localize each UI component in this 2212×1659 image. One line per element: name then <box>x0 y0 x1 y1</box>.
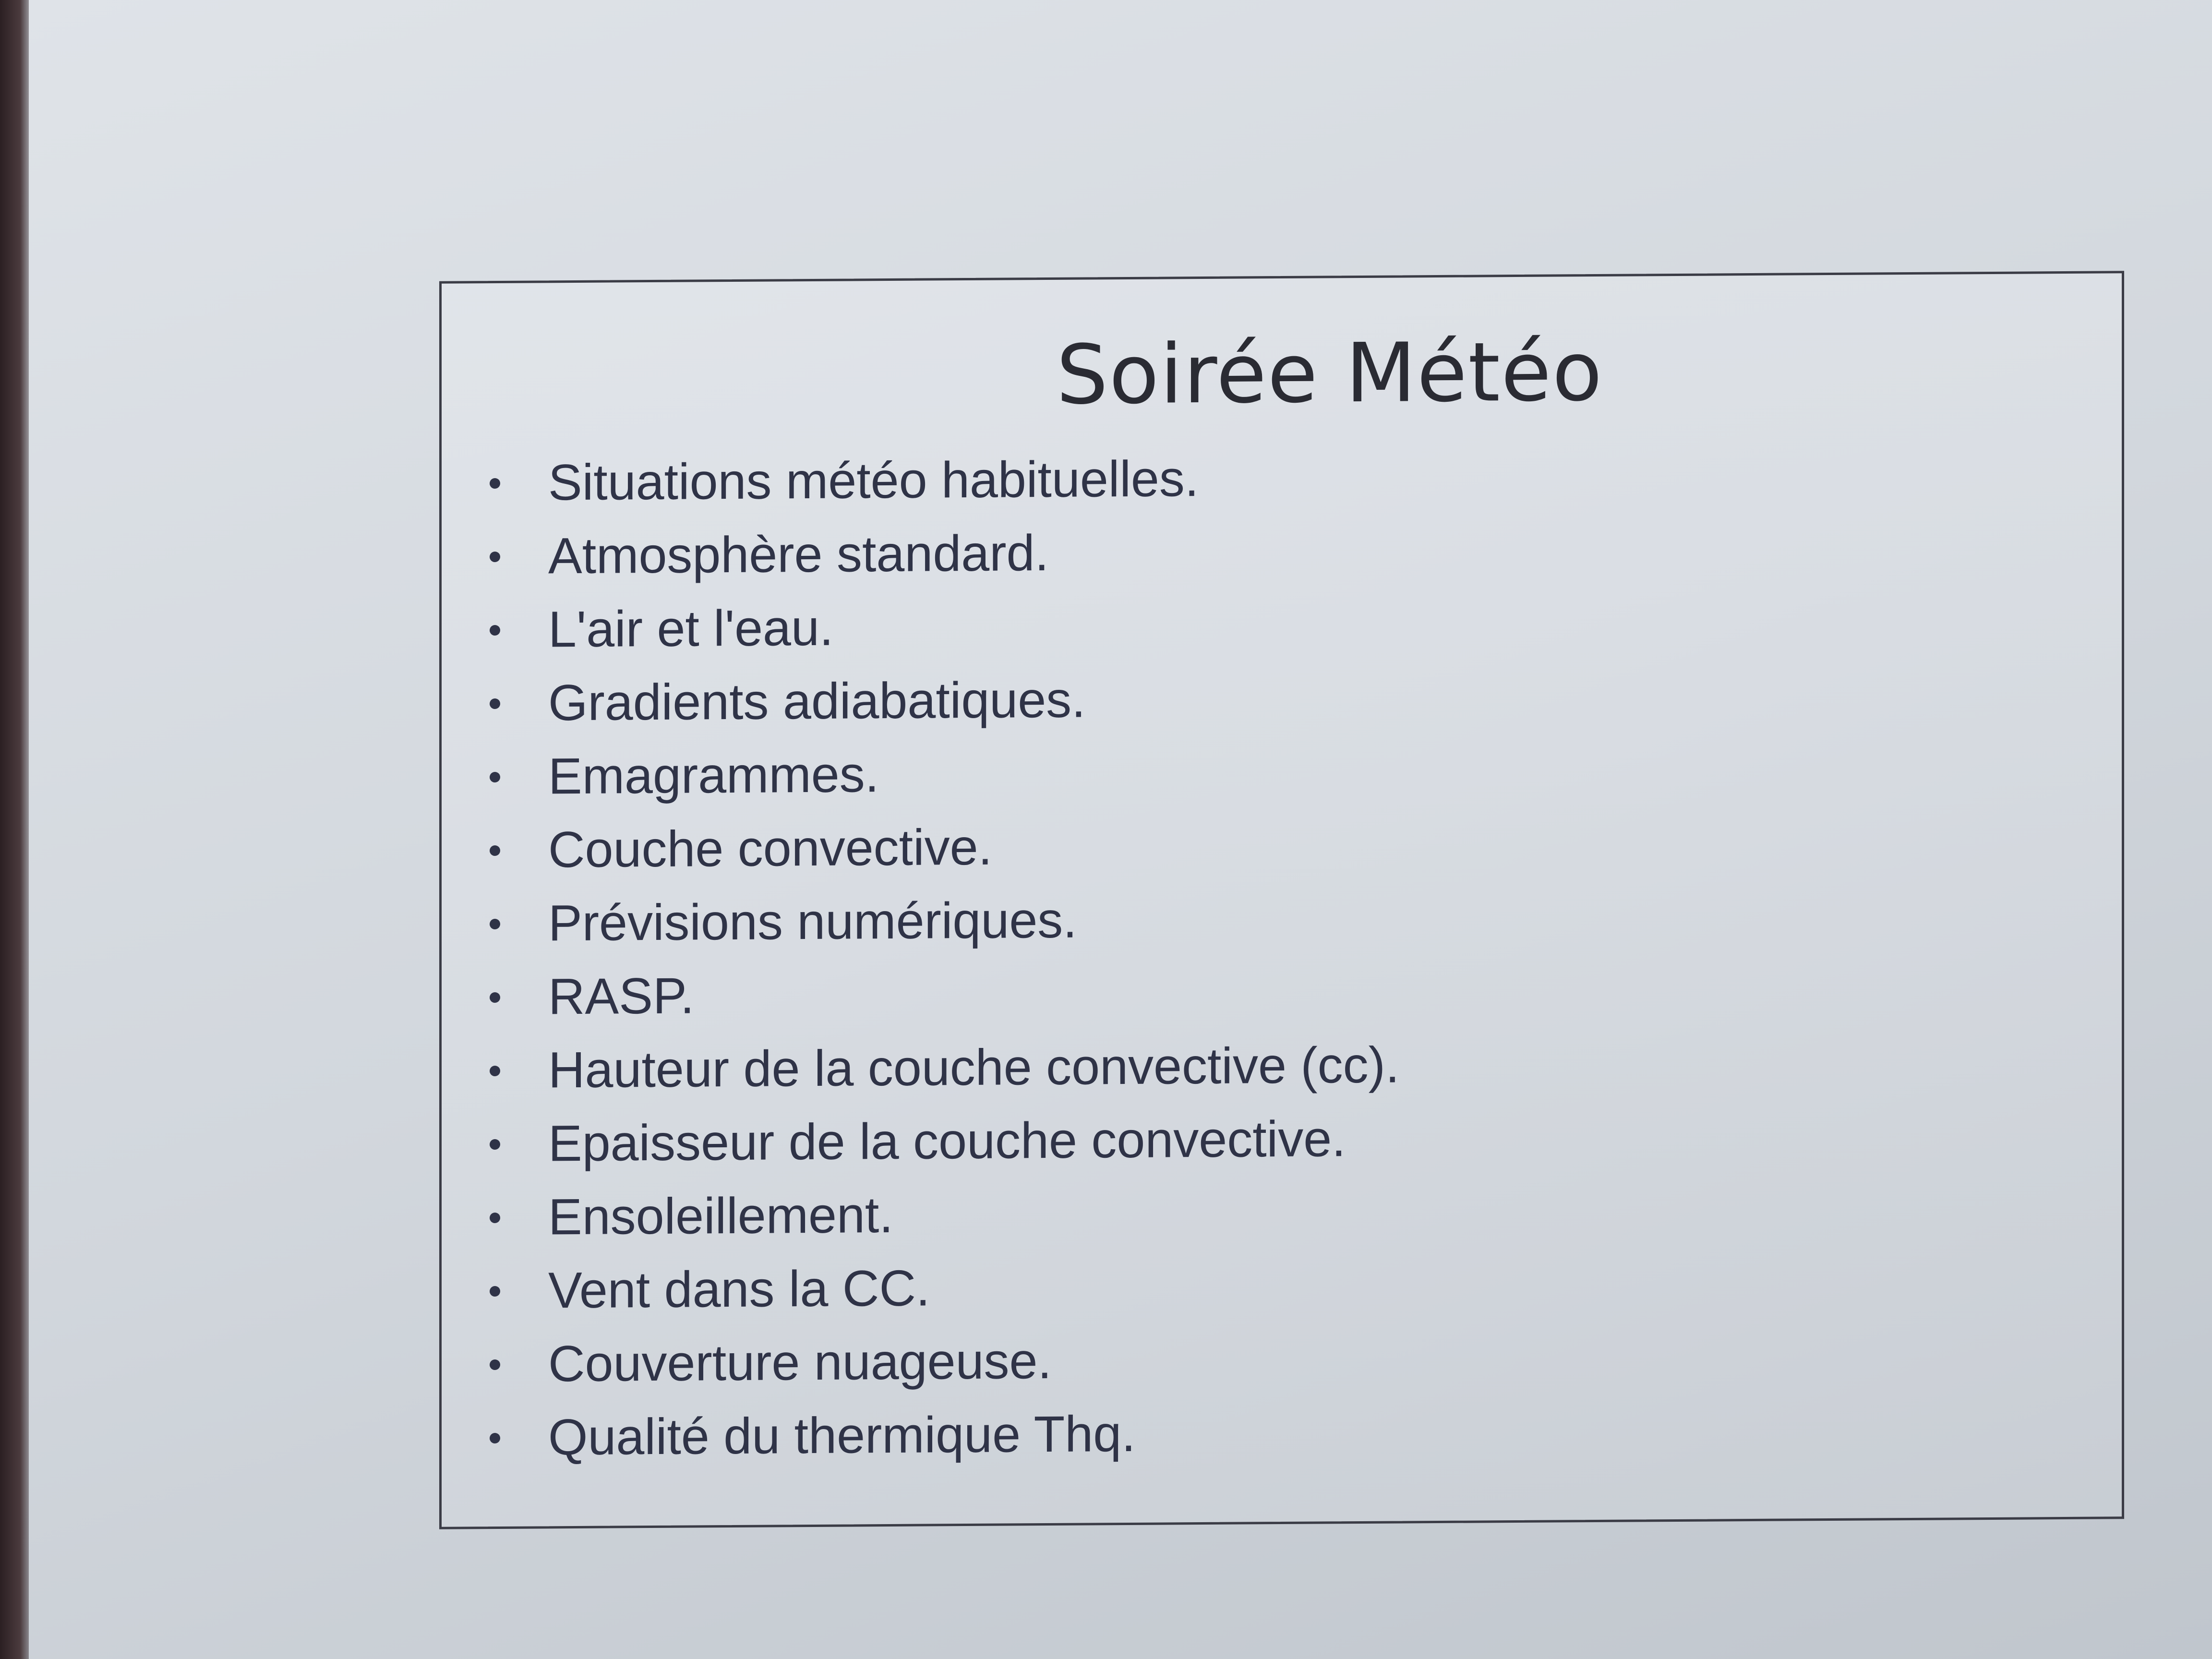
list-item-label: Gradients adiabatiques. <box>548 671 1086 732</box>
list-item <box>490 878 2074 961</box>
bullet-list <box>490 437 2074 1475</box>
list-item-label: Qualité du thermique Thq. <box>548 1405 1136 1466</box>
slide-frame <box>439 271 2124 1529</box>
list-item-label: L'air et l'eau. <box>548 599 834 658</box>
list-item <box>490 1171 2074 1254</box>
list-item-label: Emagrammes. <box>548 746 879 805</box>
bullet-icon <box>490 1212 500 1223</box>
list-item-label: Couverture nuageuse. <box>548 1332 1052 1393</box>
list-item-label: Hauteur de la couche convective (cc). <box>548 1036 1400 1099</box>
list-item-label: Couche convective. <box>548 818 993 878</box>
list-item <box>490 1245 2074 1328</box>
bullet-icon <box>490 1065 500 1076</box>
bullet-icon <box>490 1139 500 1149</box>
bullet-icon <box>490 771 500 782</box>
list-item <box>490 804 2074 887</box>
list-item <box>490 1024 2074 1107</box>
list-item-label: Atmosphère standard. <box>548 524 1049 585</box>
list-item <box>490 657 2074 740</box>
list-item <box>490 1392 2074 1475</box>
list-item <box>490 1318 2074 1401</box>
bullet-icon <box>490 1432 500 1443</box>
list-item <box>490 437 2074 520</box>
list-item-label: Prévisions numériques. <box>548 891 1077 952</box>
list-item <box>490 951 2074 1034</box>
bullet-icon <box>490 992 500 1002</box>
bullet-icon <box>490 478 500 488</box>
bullet-icon <box>490 1286 500 1296</box>
list-item <box>490 1098 2074 1181</box>
bullet-icon <box>490 918 500 929</box>
bullet-icon <box>490 698 500 709</box>
bullet-icon <box>490 845 500 855</box>
bullet-icon <box>490 551 500 562</box>
list-item-label: Vent dans la CC. <box>548 1260 930 1319</box>
list-item <box>490 731 2074 814</box>
bullet-icon <box>490 1359 500 1370</box>
list-item <box>490 584 2074 667</box>
list-item-label: Ensoleillement. <box>548 1186 893 1246</box>
slide-title: Soirée Météo <box>1056 324 1603 423</box>
list-item-label: RASP. <box>548 967 695 1025</box>
bullet-icon <box>490 625 500 635</box>
list-item-label: Epaisseur de la couche convective. <box>548 1110 1346 1172</box>
list-item-label: Situations météo habituelles. <box>548 450 1199 511</box>
list-item <box>490 510 2074 593</box>
paper-sheet <box>29 0 2212 1659</box>
